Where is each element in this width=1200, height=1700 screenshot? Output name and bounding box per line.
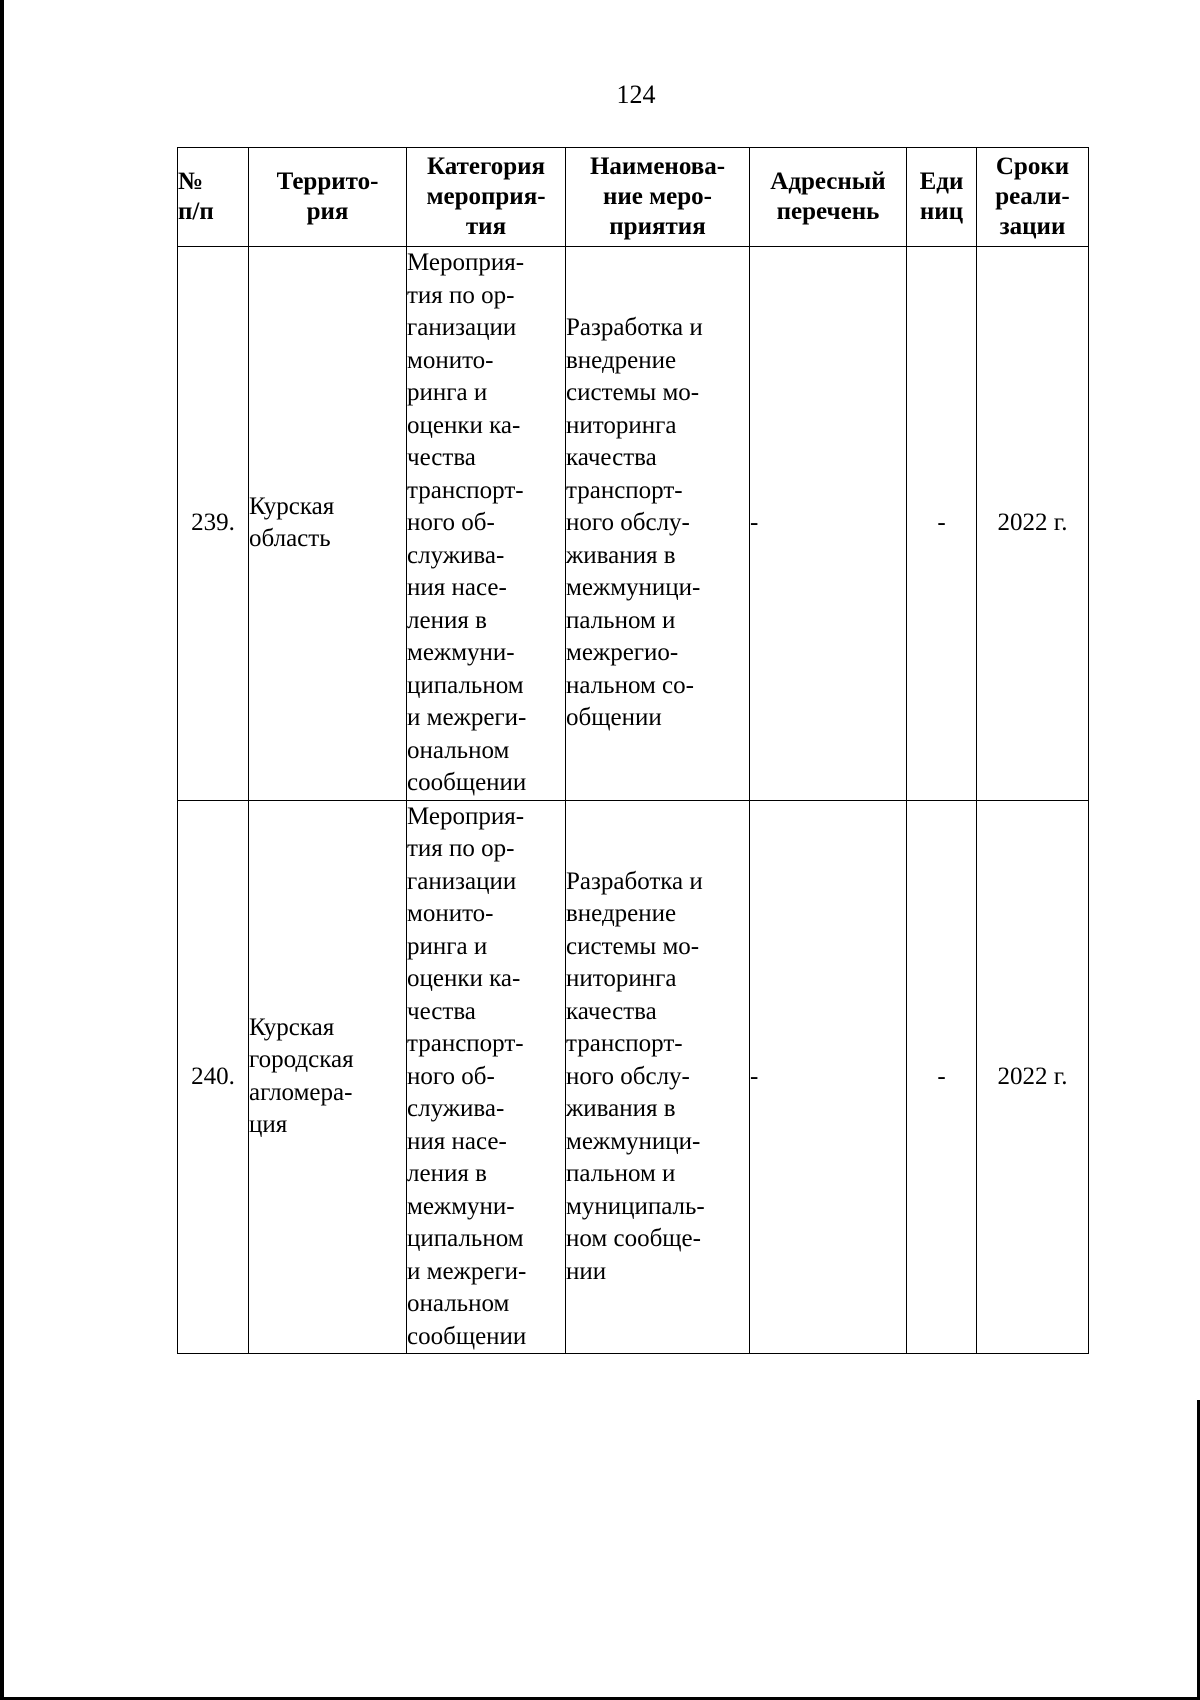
- measures-table: [177, 147, 1089, 1354]
- header-territory: Террито- рия: [249, 148, 407, 247]
- table-row: [178, 800, 1089, 1354]
- table-row: [178, 247, 1089, 801]
- row-number: 239.: [178, 247, 249, 801]
- row-term: 2022 г.: [977, 247, 1089, 801]
- scan-left-edge: [0, 0, 4, 1700]
- row-measure-name: Разработка и внедрение системы мо- ниторинга качества транспорт- ного обслу- живания в межмуници- пальном и муниципаль- ном сообще- нии: [566, 800, 750, 1354]
- row-address: -: [750, 800, 907, 1354]
- row-category: Мероприя- тия по ор- ганизации монито- ринга и оценки ка- чества транспорт- ного об- служива- ния насе- ления в межмуни- ципальном и межреги- ональном сообщении: [407, 247, 566, 801]
- row-measure-name: Разработка и внедрение системы мо- ниторинга качества транспорт- ного обслу- живания в межмуници- пальном и межрегио- нальном со- общении: [566, 247, 750, 801]
- header-category: Категория мероприя- тия: [407, 148, 566, 247]
- row-address: -: [750, 247, 907, 801]
- table-header-row: [178, 148, 1089, 247]
- row-territory: Курская городская агломера- ция: [249, 800, 407, 1354]
- row-units: -: [907, 800, 977, 1354]
- header-name: Наименова- ние меро- приятия: [566, 148, 750, 247]
- header-number: № п/п: [178, 148, 249, 247]
- row-term: 2022 г.: [977, 800, 1089, 1354]
- row-number: 240.: [178, 800, 249, 1354]
- row-category: Мероприя- тия по ор- ганизации монито- ринга и оценки ка- чества транспорт- ного об- служива- ния насе- ления в межмуни- ципальном и межреги- ональном сообщении: [407, 800, 566, 1354]
- header-address: Адресный перечень: [750, 148, 907, 247]
- header-units: Еди ниц: [907, 148, 977, 247]
- row-units: -: [907, 247, 977, 801]
- header-term: Сроки реали- зации: [977, 148, 1089, 247]
- page-number: 124: [616, 80, 656, 109]
- row-territory: Курская область: [249, 247, 407, 801]
